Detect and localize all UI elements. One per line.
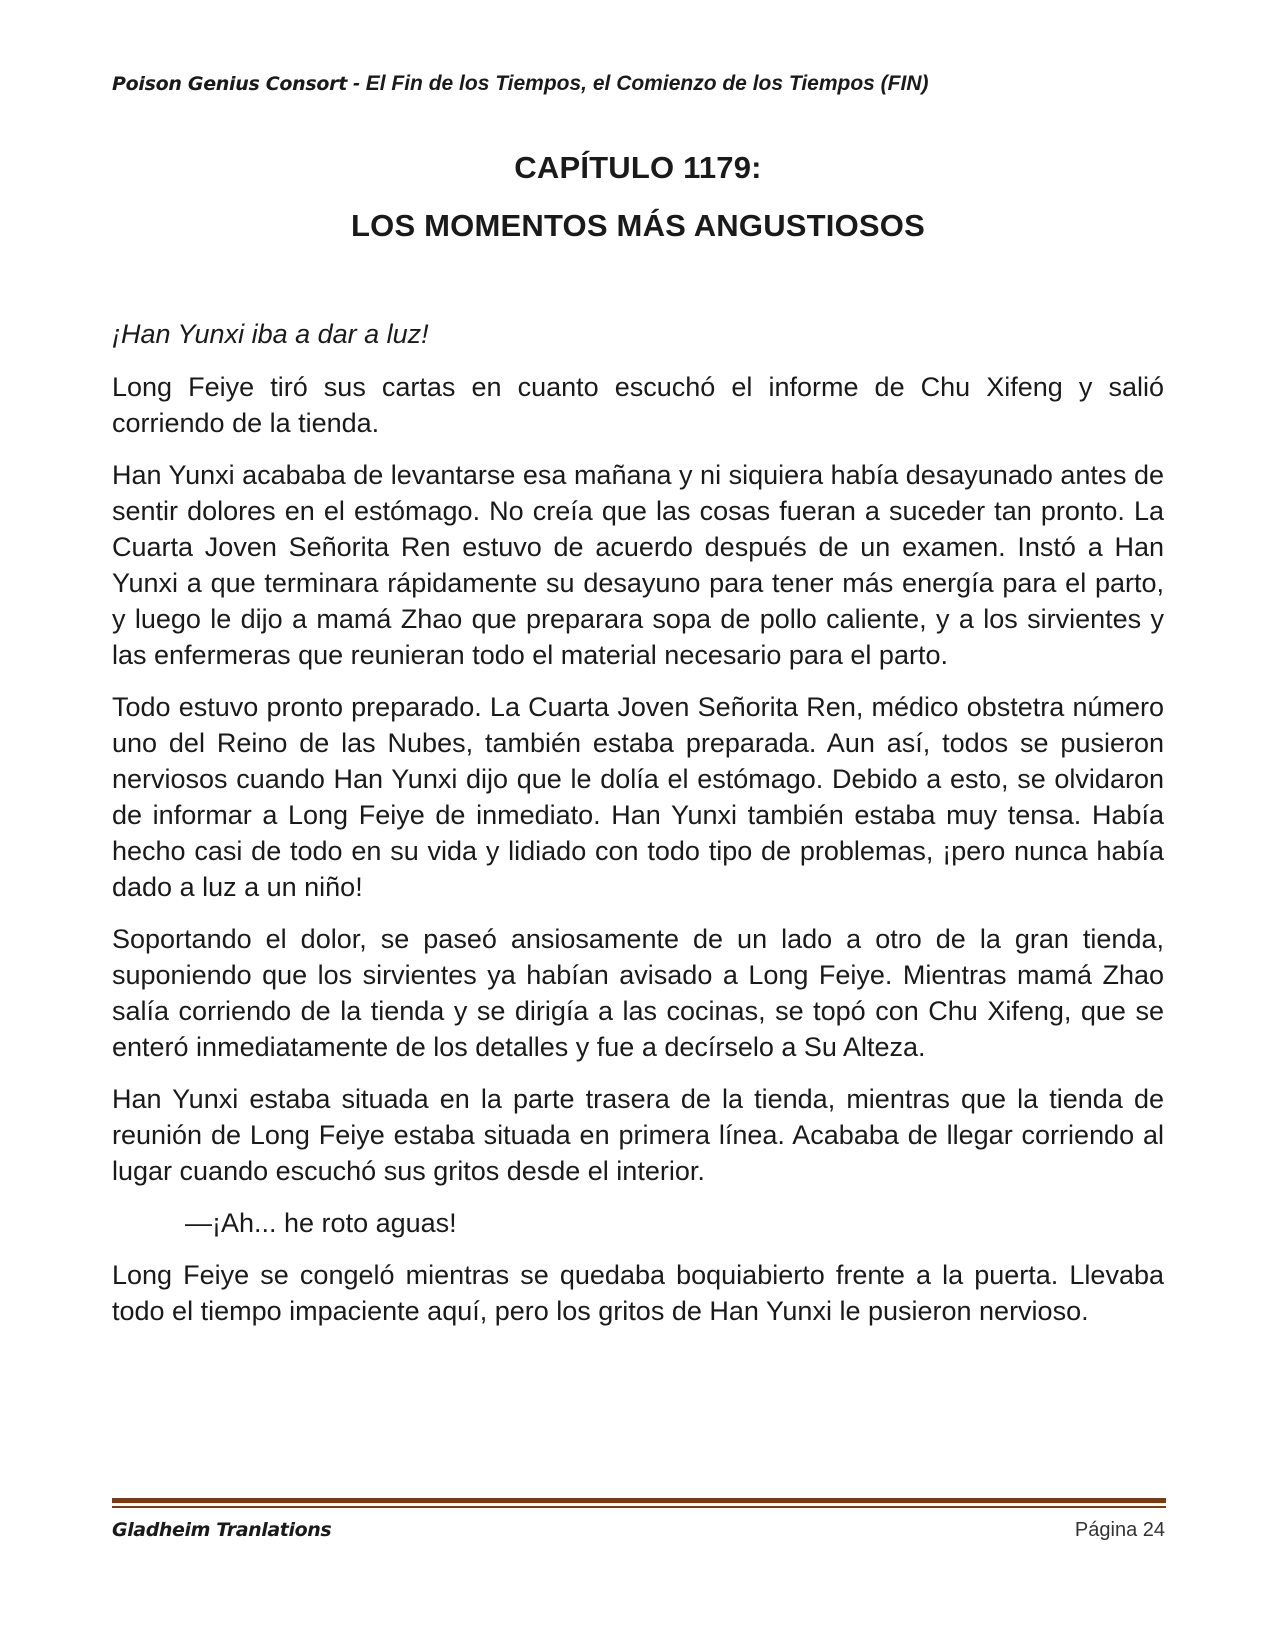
paragraph: Todo estuvo pronto preparado. La Cuarta Joven Señorita Ren, médico obstetra número uno del Reino de las Nubes, también estaba preparada. Aun así, todos se pusieron nerviosos cuando Han Yunxi dijo que le dolía el estómago. Debido a esto, se olvidaron de informar a Long Feiye de inmediato. Han Yunxi también estaba muy tensa. Había hecho casi de todo en su vida y lidiado con todo tipo de problemas, ¡pero nunca había dado a luz a un niño! [112, 692, 1164, 902]
paragraph: Long Feiye tiró sus cartas en cuanto escuchó el informe de Chu Xifeng y salió corriendo de la tienda. [112, 372, 1164, 438]
chapter-number: CAPÍTULO 1179: [514, 150, 762, 185]
arc-title: El Fin de los Tiempos, el Comienzo de los Tiempos (FIN) [365, 72, 929, 95]
footer-rule [112, 1498, 1166, 1510]
dialogue-line: —¡Ah... he roto aguas! [185, 1208, 457, 1238]
header-separator: - [347, 72, 366, 95]
paragraph: Long Feiye se congeló mientras se quedaba boquiabierto frente a la puerta. Llevaba todo el tiempo impaciente aquí, pero los gritos de Han Yunxi le pusieron nervioso. [112, 1260, 1164, 1326]
paragraph: Han Yunxi estaba situada en la parte trasera de la tienda, mientras que la tienda de reunión de Long Feiye estaba situada en primera línea. Acababa de llegar corriendo al lugar cuando escuchó sus gritos desde el interior. [112, 1084, 1164, 1186]
paragraph: ¡Han Yunxi iba a dar a luz! [112, 319, 429, 349]
translator-credit: Gladheim Tranlations [112, 1519, 332, 1541]
paragraph: Han Yunxi acababa de levantarse esa mañana y ni siquiera había desayunado antes de sentir dolores en el estómago. No creía que las cosas fueran a suceder tan pronto. La Cuarta Joven Señorita Ren estuvo de acuerdo después de un examen. Instó a Han Yunxi a que terminara rápidamente su desayuno para tener más energía para el parto, y luego le dijo a mamá Zhao que preparara sopa de pollo caliente, y a los sirvientes y las enfermeras que reunieran todo el material necesario para el parto. [112, 460, 1164, 670]
chapter-body [112, 316, 1164, 1345]
paragraph: Soportando el dolor, se paseó ansiosamente de un lado a otro de la gran tienda, suponiendo que los sirvientes ya habían avisado a Long Feiye. Mientras mamá Zhao salía corriendo de la tienda y se dirigía a las cocinas, se topó con Chu Xifeng, que se enteró inmediatamente de los detalles y fue a decírselo a Su Alteza. [112, 924, 1164, 1062]
chapter-title: LOS MOMENTOS MÁS ANGUSTIOSOS [351, 208, 925, 243]
footer-rule-thin [112, 1506, 1166, 1508]
running-header [112, 72, 1172, 96]
footer-rule-thick [112, 1498, 1166, 1503]
book-title: Poison Genius Consort [112, 73, 348, 95]
page-number: Página 24 [1074, 1519, 1165, 1541]
